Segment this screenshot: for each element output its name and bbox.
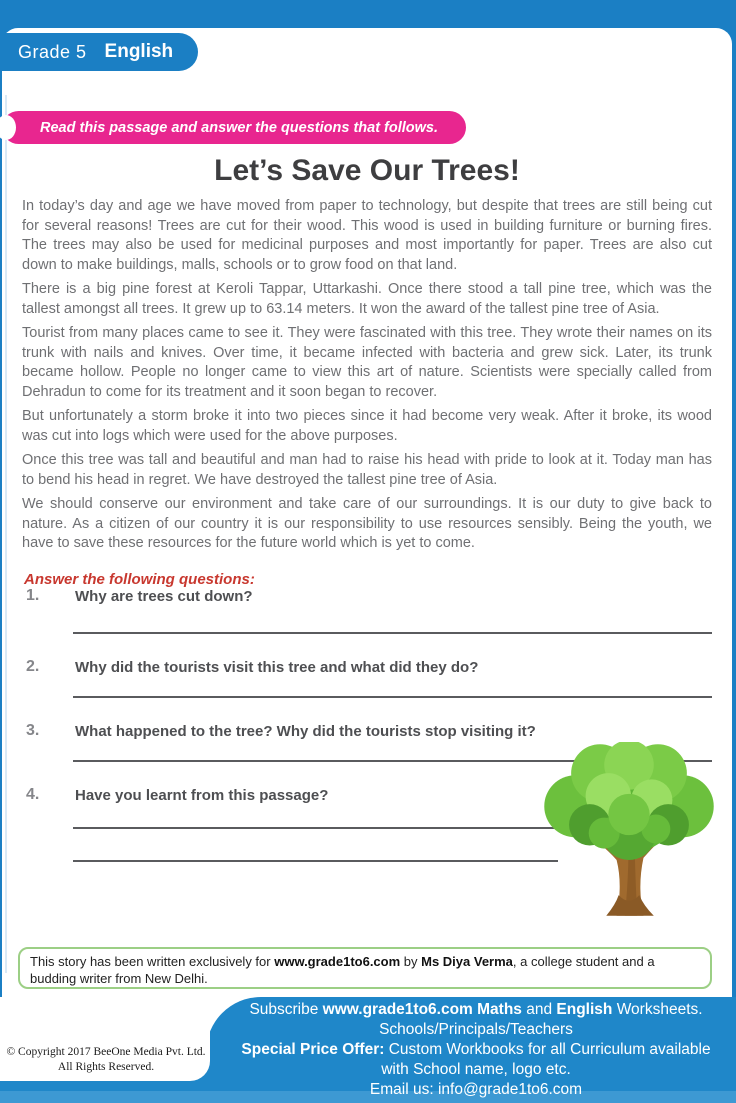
footer-offer-line: [222, 1040, 730, 1060]
footer-text-part: Custom Workbooks for all Curriculum available: [384, 1041, 711, 1058]
author-note-box: [18, 947, 712, 989]
passage-paragraph: But unfortunately a storm broke it into two pieces since it had become very weak. After it broke, its wood was cut into logs which were used for the above purposes.: [22, 408, 712, 444]
copyright-box: [0, 997, 210, 1081]
author-note-text: This story has been written exclusively for: [30, 954, 275, 969]
passage-paragraph: We should conserve our environment and take care of our surroundings. It is our duty to give back to nature. As a citizen of our country it is our responsibility to use resources sensibly. Being the youth, we have to save these resources for the future world which is yet to come.: [22, 496, 712, 551]
author-note-text: , a college student and a budding writer from New Delhi.: [30, 954, 655, 986]
passage-paragraph: Once this tree was tall and beautiful and man had to raise his head with pride to look at it. Today man has to bend his head in regret. We have destroyed the tallest pine tree of Asia.: [22, 452, 712, 488]
footer-subscribe-line: [222, 1000, 730, 1020]
passage-paragraph: In today’s day and age we have moved from paper to technology, but despite that trees are still being cut for several reasons! Trees are cut for their wood. This wood is used in building furniture or burning fires. The trees may also be used for medicinal purposes and most importantly for paper. Trees are also cut down to make buildings, malls, schools or to grow food on that land.: [22, 198, 712, 273]
footer-audience-line: Schools/Principals/Teachers: [379, 1021, 573, 1038]
question-number: 3.: [26, 722, 40, 739]
answer-line-4b[interactable]: [73, 860, 558, 862]
site-link[interactable]: www.grade1to6.com: [274, 954, 401, 969]
question-text: Why are trees cut down?: [75, 588, 253, 605]
answer-line-1[interactable]: [73, 632, 712, 634]
footer-offer-line2: with School name, logo etc.: [381, 1061, 571, 1078]
footer-text: [222, 1000, 730, 1100]
copyright-line: © Copyright 2017 BeeOne Media Pvt. Ltd.: [6, 1046, 206, 1058]
passage-paragraph: Tourist from many places came to see it. They were fascinated with this tree. They wrote their names on its trunk with nails and knives. Over time, it became infected with bacteria and grew sick. Later, its trunk became hollow. People no longer came to view this art of nature. Scientists were specially called from Dehradun to come for its treatment and it soon began to recover.: [22, 325, 712, 400]
footer-text-part: Special Price Offer:: [241, 1041, 385, 1058]
footer-text-part: and: [521, 1001, 557, 1018]
question-number: 2.: [26, 658, 40, 675]
author-name: Ms Diya Verma: [421, 954, 513, 969]
tree-illustration: [536, 742, 722, 918]
instruction-banner: [2, 111, 466, 144]
footer-text-part: Worksheets.: [612, 1001, 703, 1018]
subscribe-site-link[interactable]: www.grade1to6.com Maths: [322, 1001, 522, 1018]
question-text: Have you learnt from this passage?: [75, 787, 329, 804]
passage-title: Let’s Save Our Trees!: [214, 154, 520, 187]
author-note-text: by: [400, 954, 422, 969]
answer-line-2[interactable]: [73, 696, 712, 698]
footer-text-part: Subscribe: [249, 1001, 323, 1018]
question-number: 4.: [26, 786, 40, 803]
instruction-text: Read this passage and answer the questions that follows.: [40, 119, 439, 136]
copyright-line: All Rights Reserved.: [57, 1061, 155, 1073]
passage-paragraph: There is a big pine forest at Keroli Tappar, Uttarkashi. Once there stood a tall pine tree, which was the tallest amongst all trees. It grew up to 63.14 meters. It won the award of the tallest pine tree of Asia.: [22, 281, 712, 317]
questions-heading: Answer the following questions:: [24, 571, 255, 588]
page-background: [2, 28, 732, 1103]
page-edge-line: [5, 95, 7, 973]
email-link[interactable]: Email us: info@grade1to6.com: [369, 1081, 583, 1098]
grade-label: Grade 5: [18, 41, 87, 62]
question-text: Why did the tourists visit this tree and what did they do?: [75, 659, 479, 676]
answer-line-4a[interactable]: [73, 827, 563, 829]
banner-bullet-icon: [0, 115, 16, 140]
footer-text-part: English: [556, 1001, 613, 1018]
question-number: 1.: [26, 587, 40, 604]
grade-badge: [0, 33, 198, 71]
passage-body: [22, 197, 712, 559]
question-text: What happened to the tree? Why did the tourists stop visiting it?: [75, 723, 536, 740]
subject-label: English: [104, 41, 174, 62]
